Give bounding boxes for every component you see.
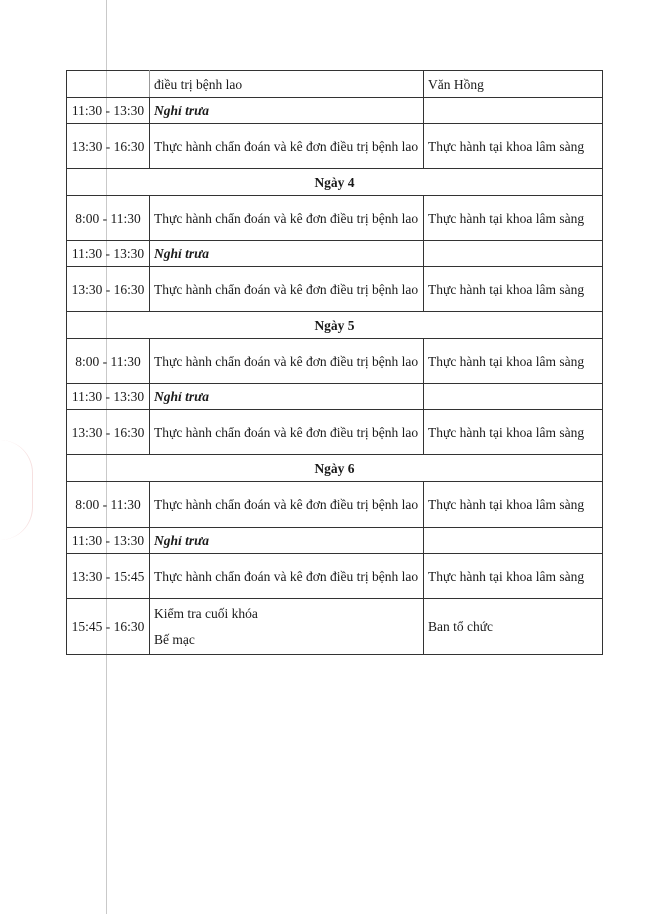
day-header: Ngày 4 [67, 169, 603, 196]
closing-ceremony-text: Bế mạc [154, 632, 195, 647]
table-row [67, 196, 603, 241]
lunch-break-cell: Nghỉ trưa [150, 384, 424, 410]
table-row [67, 241, 603, 267]
time-cell: 8:00 - 11:30 [67, 339, 150, 384]
lunch-break-cell: Nghỉ trưa [150, 98, 424, 124]
content-cell: Thực hành chẩn đoán và kê đơn điều trị bệnh lao [150, 482, 424, 528]
time-cell: 11:30 - 13:30 [67, 528, 150, 554]
time-cell: 13:30 - 16:30 [67, 124, 150, 169]
note-cell [424, 98, 603, 124]
content-cell [150, 599, 424, 655]
content-cell: Thực hành chẩn đoán và kê đơn điều trị bệnh lao [150, 339, 424, 384]
stamp-mark [0, 440, 33, 540]
table-row [67, 482, 603, 528]
note-cell: Thực hành tại khoa lâm sàng [424, 482, 603, 528]
time-cell [67, 71, 150, 98]
note-cell: Thực hành tại khoa lâm sàng [424, 554, 603, 599]
note-cell: Thực hành tại khoa lâm sàng [424, 196, 603, 241]
note-cell [424, 241, 603, 267]
time-cell: 11:30 - 13:30 [67, 98, 150, 124]
note-cell [424, 384, 603, 410]
time-cell: 8:00 - 11:30 [67, 482, 150, 528]
table-row [67, 528, 603, 554]
content-cell: Thực hành chẩn đoán và kê đơn điều trị bệnh lao [150, 267, 424, 312]
content-cell: Thực hành chẩn đoán và kê đơn điều trị bệnh lao [150, 124, 424, 169]
table-row [67, 339, 603, 384]
day-header: Ngày 5 [67, 312, 603, 339]
note-cell: Thực hành tại khoa lâm sàng [424, 124, 603, 169]
day-header-row [67, 312, 603, 339]
note-cell [424, 528, 603, 554]
time-cell: 11:30 - 13:30 [67, 241, 150, 267]
note-cell: Ban tổ chức [424, 599, 603, 655]
time-cell: 11:30 - 13:30 [67, 384, 150, 410]
table-row [67, 554, 603, 599]
table-row [67, 267, 603, 312]
table-row [67, 124, 603, 169]
time-cell: 13:30 - 16:30 [67, 410, 150, 455]
table-row [67, 71, 603, 98]
note-cell: Văn Hồng [424, 71, 603, 98]
day-header: Ngày 6 [67, 455, 603, 482]
time-cell: 13:30 - 15:45 [67, 554, 150, 599]
content-cell: Thực hành chẩn đoán và kê đơn điều trị bệnh lao [150, 196, 424, 241]
time-cell: 13:30 - 16:30 [67, 267, 150, 312]
table-row [67, 98, 603, 124]
note-cell: Thực hành tại khoa lâm sàng [424, 410, 603, 455]
day-header-row [67, 169, 603, 196]
note-cell: Thực hành tại khoa lâm sàng [424, 267, 603, 312]
training-schedule-table [66, 70, 603, 655]
lunch-break-cell: Nghỉ trưa [150, 241, 424, 267]
note-cell: Thực hành tại khoa lâm sàng [424, 339, 603, 384]
table-row [67, 384, 603, 410]
table-row [67, 599, 603, 655]
table-row [67, 410, 603, 455]
content-cell: Thực hành chẩn đoán và kê đơn điều trị bệnh lao [150, 554, 424, 599]
content-cell: Thực hành chẩn đoán và kê đơn điều trị bệnh lao [150, 410, 424, 455]
time-cell: 8:00 - 11:30 [67, 196, 150, 241]
content-cell: điều trị bệnh lao [150, 71, 424, 98]
day-header-row [67, 455, 603, 482]
final-exam-text: Kiểm tra cuối khóa [154, 606, 258, 621]
time-cell: 15:45 - 16:30 [67, 599, 150, 655]
lunch-break-cell: Nghỉ trưa [150, 528, 424, 554]
